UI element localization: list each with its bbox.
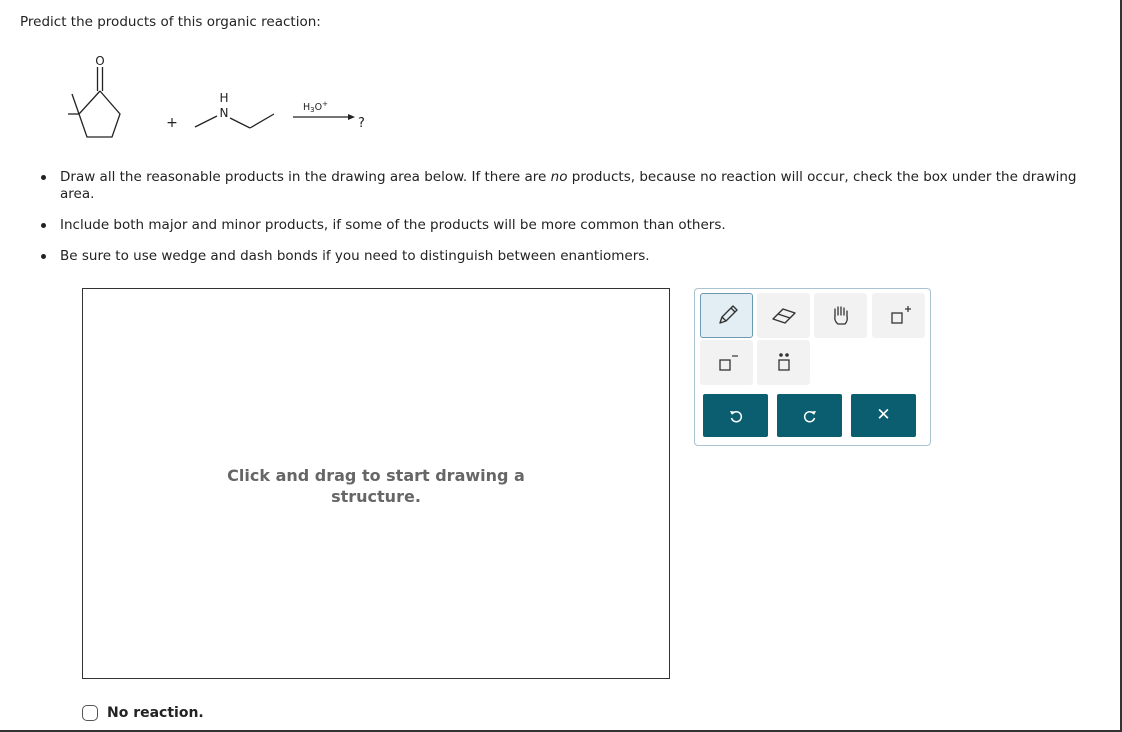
reagent-subscript: 3: [310, 106, 315, 114]
negative-charge-icon: [714, 350, 740, 376]
canvas-hint-line-1: Click and drag to start drawing a: [227, 466, 525, 485]
reaction-arrow: [293, 114, 355, 120]
instruction-text-1a: Draw all the reasonable products in the drawing area below. If there are: [60, 169, 551, 185]
canvas-hint-line-2: structure.: [331, 487, 421, 506]
lone-pair-tool-button[interactable]: [757, 340, 810, 385]
reagent-h: H: [303, 102, 311, 113]
instruction-item: [40, 248, 1105, 265]
reagent-superscript: +: [322, 100, 328, 108]
reaction-scheme: [60, 48, 380, 143]
amine-hydrogen-label: H: [219, 91, 229, 105]
instruction-item: [40, 169, 1105, 203]
hand-tool-button[interactable]: [814, 293, 867, 338]
positive-charge-icon: [886, 303, 912, 329]
undo-icon: [728, 408, 744, 424]
positive-charge-tool-button[interactable]: [872, 293, 925, 338]
pencil-icon: [714, 303, 740, 329]
reagent-o: O: [314, 102, 323, 113]
no-reaction-label: No reaction.: [107, 705, 204, 721]
redo-button[interactable]: [777, 394, 842, 437]
reactant-amine: [195, 114, 274, 128]
amine-nitrogen-label: N: [219, 106, 229, 120]
hand-icon: [828, 303, 854, 329]
drawing-toolbar: [694, 288, 931, 446]
ketone-oxygen-label: O: [95, 54, 105, 68]
reagent-label: [303, 100, 328, 114]
redo-icon: [802, 408, 818, 424]
instructions-list: [40, 169, 1105, 279]
negative-charge-tool-button[interactable]: [700, 340, 753, 385]
instruction-emphasis: no: [550, 169, 568, 185]
clear-icon: ✕: [876, 405, 891, 425]
question-prompt: Predict the products of this organic reaction:: [20, 14, 321, 30]
product-unknown: ?: [358, 116, 365, 131]
eraser-icon: [770, 303, 798, 329]
instruction-text-3: Be sure to use wedge and dash bonds if you need to distinguish between enantiomers.: [60, 248, 650, 264]
drawing-canvas[interactable]: [82, 288, 670, 679]
no-reaction-checkbox[interactable]: [82, 705, 98, 721]
canvas-hint: [83, 465, 669, 507]
instruction-item: [40, 217, 1105, 234]
no-reaction-option[interactable]: [82, 705, 204, 721]
instruction-text-2: Include both major and minor products, if some of the products will be more common than others.: [60, 217, 726, 233]
pencil-tool-button[interactable]: [700, 293, 753, 338]
reactant-ketone: [68, 67, 120, 137]
clear-button[interactable]: [851, 394, 916, 437]
lone-pair-icon: [771, 350, 797, 376]
plus-sign: +: [166, 115, 178, 131]
eraser-tool-button[interactable]: [757, 293, 810, 338]
undo-button[interactable]: [703, 394, 768, 437]
instruction-text-1b: products, because no reaction will occur, check the box under the drawing area.: [60, 169, 1077, 202]
